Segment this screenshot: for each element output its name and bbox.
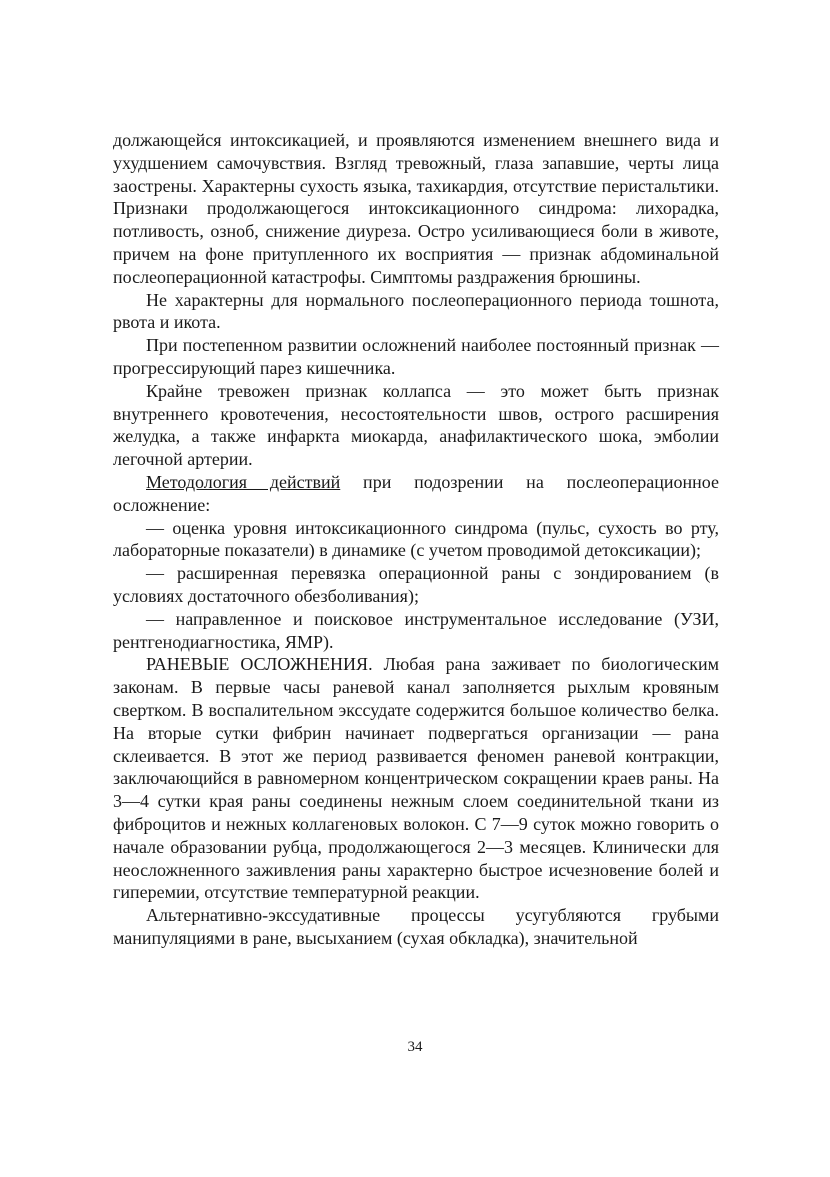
paragraph-alternative-exudative: Альтернативно-экссудативные процессы усугубляются грубыми манипуляциями в ране, высыханием (сухая обкладка), значительной xyxy=(113,905,719,948)
paragraph-collapse: Крайне тревожен признак коллапса — это может быть признак внутреннего кровотечения, несостоятельности швов, острого расширения желудка, а также инфаркта миокарда, анафилактического шока, эмболии легочной артерии. xyxy=(113,380,719,470)
list-item: — расширенная перевязка операционной раны с зондированием (в условиях достаточного обезболивания); xyxy=(113,563,719,606)
paragraph-gradual-development: При постепенном развитии осложнений наиболее постоянный признак — прогрессирующий парез кишечника. xyxy=(113,335,719,378)
paragraph-not-characteristic: Не характерны для нормального послеоперационного периода тошнота, рвота и икота. xyxy=(113,289,719,333)
list-item: — оценка уровня интоксикационного синдрома (пульс, сухость во рту, лабораторные показатели) в динамике (с учетом проводимой детоксикации); xyxy=(113,517,719,561)
paragraph-wound-complications: РАНЕВЫЕ ОСЛОЖНЕНИЯ. Любая рана заживает по биологическим законам. В первые часы раневой канал заполняется рыхлым кровяным свертком. В воспалительном экссудате содержится большое количество белка. На вторые сутки фибрин начинает подвергаться организации — рана склеивается. В этот же период развивается феномен раневой контракции, заключающийся в равномерном концентрическом сокращении краев раны. На 3—4 сутки края раны соединены нежным слоем соединительной ткани из фиброцитов и нежных коллагеновых волокон. С 7—9 суток можно говорить о начале образовании рубца, продолжающегося 2—3 месяцев. Клинически для неосложненного заживления раны характерно быстрое исчезновение болей и гиперемии, отсутствие температурной реакции. xyxy=(113,654,719,903)
paragraph-methodology xyxy=(113,471,719,517)
methodology-term: Методология действий xyxy=(146,471,341,492)
page-number: 34 xyxy=(407,1039,423,1055)
list-item: — направленное и поисковое инструментальное исследование (УЗИ, рентгенодиагностика, ЯМР). xyxy=(113,608,719,652)
paragraph-intoxication: должающейся интоксикацией, и проявляются изменением внешнего вида и ухудшением самочувствия. Взгляд тревожный, глаза запавшие, черты лица заострены. Характерны сухость языка, тахикардия, отсутствие перистальтики. Признаки продолжающегося интоксикационного синдрома: лихорадка, потливость, озноб, снижение диуреза. Остро усиливающиеся боли в животе, причем на фоне притупленного их восприятия — признак абдоминальной послеоперационной катастрофы. Симптомы раздражения брюшины. xyxy=(113,130,719,287)
methodology-rest: при подозрении на послеоперационное осложнение: xyxy=(113,471,719,515)
body-text xyxy=(113,129,719,950)
